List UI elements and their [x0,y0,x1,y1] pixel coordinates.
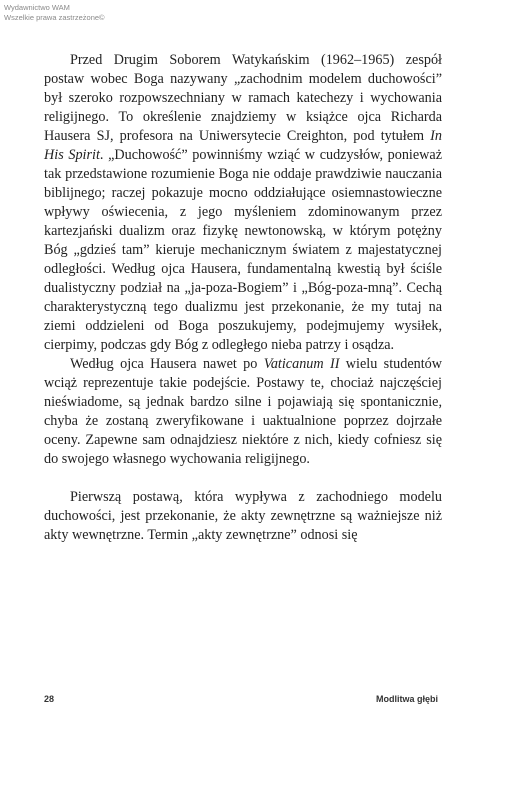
paragraph-3 [44,488,442,545]
paragraph-1-text-b: . „Duchowość” powinniśmy wziąć w cudzysłów, ponieważ tak przedstawione rozumienie Boga nie oddaje prawdziwie nauczania biblijnego; raczej pokazuje mocno oddziałujące osiemnastowieczne wpływy oświecenia, z jego myśleniem zdominowanym przez kartezjański dualizm oraz fizykę newtonowską, w którym potężny Bóg „gdzieś tam” kieruje mechanicznym światem z majestatycznej odległości. Według ojca Hausera, fundamentalną kwestią był ściśle dualistyczny podział na „ja-poza-Bogiem” i „Bóg-poza-mną”. Cechą charakterystyczną tego dualizmu jest przekonanie, że my tutaj na ziemi oddzieleni od Boga poszukujemy, podejmujemy wysiłek, cierpimy, podczas gdy Bóg z odległego nieba patrzy i osądza. [44,147,442,353]
paragraph-1 [44,51,442,355]
paragraph-2-text-b: wielu studentów wciąż reprezentuje takie podejście. Postawy te, chociaż najczęściej nieświadome, są jednak bardzo silne i pojawiają się spontanicznie, chyba że zostaną zweryfikowane i uaktualnione poprzez dojrzałe oceny. Zapewne sam odnajdziesz niektóre z nich, kiedy cofniesz się do swojego własnego wychowania religijnego. [44,356,442,467]
paragraph-3-text: Pierwszą postawą, która wypływa z zachodniego modelu duchowości, jest przekonanie, że akty zewnętrzne są ważniejsze niż akty wewnętrzne. Termin „akty zewnętrzne” odnosi się [44,489,442,543]
watermark-line-publisher: Wydawnictwo WAM [4,3,70,12]
book-body-text [44,51,442,545]
publisher-watermark [4,3,105,23]
paragraph-2 [44,355,442,469]
running-title: Modlitwa głębi [376,694,438,704]
paragraph-2-text-a: Według ojca Hausera nawet po [70,356,264,372]
term-vaticanum-ii: Vaticanum II [263,356,340,372]
paragraph-1-text-a: Przed Drugim Soborem Watykańskim (1962–1965) zespół postaw wobec Boga nazywany „zachodnim modelem duchowości” był szeroko rozpowszechniany w ramach katechezy i wychowania religijnego. To określenie znajdziemy w książce ojca Richarda Hausera SJ, profesora na Uniwersytecie Creighton, pod tytułem [44,52,442,144]
book-title-in-his-spirit: In His Spirit [44,128,442,163]
watermark-line-copyright: Wszelkie prawa zastrzeżone© [4,13,105,22]
page-number: 28 [44,694,55,704]
